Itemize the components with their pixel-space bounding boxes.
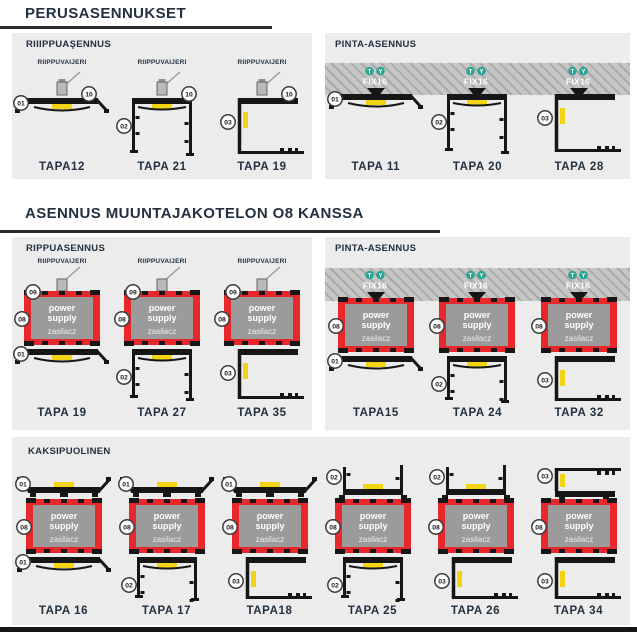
fix16-clip-icon: [566, 67, 590, 94]
svg-text:09: 09: [129, 289, 137, 297]
rail-profile-shape: [339, 465, 407, 499]
svg-text:supply: supply: [460, 521, 491, 531]
callout-08: [430, 319, 444, 333]
wing-profile-shape: [17, 477, 111, 497]
power-supply-box: [541, 498, 617, 554]
diagram-caption: TAPA 32: [554, 407, 604, 419]
callout-08: [222, 520, 236, 534]
panel-header: KAKSIPUOLINEN: [28, 446, 111, 457]
led-strip: [251, 571, 256, 587]
svg-text:FIX16: FIX16: [566, 76, 591, 87]
fix16-clip-icon: [566, 271, 590, 298]
svg-text:zasilacz: zasilacz: [147, 327, 177, 336]
suspension-wire-icon: [257, 72, 280, 95]
diagram-tapa-32: [528, 237, 630, 430]
svg-text:zasilacz: zasilacz: [247, 327, 277, 336]
callout-09: [26, 285, 40, 299]
svg-text:09: 09: [229, 289, 237, 297]
svg-text:01: 01: [17, 351, 25, 359]
svg-text:zasilacz: zasilacz: [564, 535, 593, 544]
suspension-wire-icon: [57, 267, 80, 291]
led-strip: [243, 363, 248, 379]
svg-text:supply: supply: [563, 521, 594, 531]
callout-10: [182, 87, 196, 101]
callout-03: [434, 574, 448, 588]
svg-text:zasilacz: zasilacz: [358, 535, 387, 544]
svg-text:power: power: [464, 310, 491, 320]
diagram-caption: TAPA15: [352, 407, 399, 419]
led-strip: [457, 571, 462, 587]
svg-text:FIX16: FIX16: [566, 280, 591, 291]
suspension-wire-label: RIIPPUVAIJERI: [237, 258, 287, 265]
footer-bar: [0, 627, 637, 632]
diagram-tapa-26: [424, 437, 527, 625]
diagram-caption: TAPA 26: [450, 605, 501, 617]
corner-profile-shape: [555, 468, 621, 501]
svg-text:08: 08: [218, 316, 226, 324]
power-supply-box: [438, 498, 514, 554]
section-title-transformer-box: ASENNUS MUUNTAJAKOTELON O8 KANSSA: [25, 205, 364, 222]
svg-text:08: 08: [118, 316, 126, 324]
svg-text:Y: Y: [581, 273, 586, 280]
power-supply-box: [541, 297, 617, 353]
svg-text:02: 02: [432, 474, 441, 482]
suspension-wire-label: RIIPPUVAIJERI: [37, 59, 87, 66]
diagram-caption: TAPA 34: [553, 605, 604, 617]
led-strip: [152, 355, 172, 360]
fix16-clip-icon: [464, 67, 488, 94]
svg-text:T: T: [469, 69, 473, 76]
svg-text:supply: supply: [254, 521, 285, 531]
diagram-tapa-20: [427, 33, 529, 179]
callout-08: [329, 319, 343, 333]
diagram-caption: TAPA 16: [38, 605, 89, 617]
diagram-tapa18: [218, 437, 321, 625]
diagram-caption: TAPA 19: [37, 407, 87, 419]
callout-08: [325, 520, 339, 534]
wing-profile-shape: [223, 477, 317, 497]
svg-text:01: 01: [331, 358, 339, 366]
diagram-tapa-19: [212, 33, 312, 179]
svg-text:03: 03: [540, 578, 549, 586]
svg-text:10: 10: [285, 91, 293, 99]
callout-03: [537, 574, 551, 588]
callout-02: [117, 119, 131, 133]
svg-text:supply: supply: [357, 521, 388, 531]
wing-profile-shape: [17, 557, 111, 572]
svg-text:08: 08: [328, 524, 337, 532]
callout-08: [119, 520, 133, 534]
panel-header: RIIIPPUAŞENNUS: [26, 39, 111, 50]
wing-profile-shape: [329, 356, 423, 371]
panel-suspended-transformer: [12, 237, 312, 430]
callout-03: [538, 373, 552, 387]
diagram-tapa15: [325, 237, 427, 430]
svg-text:08: 08: [431, 524, 440, 532]
svg-text:08: 08: [19, 524, 28, 532]
led-strip: [243, 112, 248, 128]
diagram-caption: TAPA12: [39, 161, 85, 173]
title-underline: [0, 230, 440, 233]
wing-profile-shape: [120, 477, 214, 497]
callout-01: [14, 96, 28, 110]
profile-cross-section: [212, 68, 312, 160]
corner-profile-shape: [452, 557, 518, 599]
svg-text:power: power: [359, 511, 386, 521]
diagram-tapa-25: [321, 437, 424, 625]
fix16-clip-icon: [363, 271, 387, 298]
fix16-clip-icon: [363, 67, 387, 94]
svg-text:Y: Y: [581, 69, 586, 76]
diagram-caption: TAPA 11: [351, 161, 401, 173]
svg-text:supply: supply: [151, 521, 182, 531]
profile-cross-section: [112, 265, 212, 405]
callout-10: [82, 87, 96, 101]
callout-01: [118, 477, 132, 491]
callout-03: [537, 469, 551, 483]
profile-cross-section: [212, 265, 312, 405]
svg-text:FIX16: FIX16: [464, 280, 489, 291]
led-strip: [560, 474, 565, 487]
svg-text:power: power: [362, 310, 390, 320]
suspension-wire-label: RIIPPUVAIJERI: [137, 258, 187, 265]
section-title-basic-installations: PERUSASENNUKSET: [25, 5, 187, 22]
svg-text:Y: Y: [479, 273, 484, 280]
profile-cross-section: [117, 465, 217, 605]
panel-surface-basic: [325, 33, 630, 179]
svg-text:03: 03: [541, 115, 549, 123]
corner-profile-shape: [238, 98, 304, 154]
callout-09: [226, 285, 240, 299]
rail-profile-shape: [445, 356, 509, 403]
panel-suspended-basic: [12, 33, 312, 179]
rail-profile-shape: [445, 94, 509, 154]
svg-text:FIX16: FIX16: [362, 280, 387, 291]
callout-08: [532, 319, 546, 333]
svg-text:08: 08: [122, 524, 131, 532]
corner-profile-shape: [555, 356, 621, 401]
suspension-wire-icon: [257, 267, 280, 291]
svg-text:zasilacz: zasilacz: [361, 334, 391, 343]
rail-profile-shape: [130, 349, 194, 401]
suspension-wire-label: RIIPPUVAIJERI: [37, 258, 87, 265]
suspension-wire-icon: [57, 72, 80, 95]
led-strip: [467, 100, 487, 105]
svg-text:10: 10: [185, 91, 193, 99]
svg-text:03: 03: [231, 578, 240, 586]
diagram-caption: TAPA 35: [237, 407, 287, 419]
callout-10: [282, 87, 296, 101]
led-strip: [363, 484, 383, 489]
wing-profile-shape: [15, 98, 109, 113]
profile-cross-section: [427, 63, 527, 158]
svg-text:supply: supply: [564, 320, 594, 330]
diagram-caption: TAPA 24: [452, 407, 503, 419]
title-underline: [0, 26, 272, 29]
svg-text:supply: supply: [47, 313, 77, 323]
svg-text:power: power: [565, 310, 593, 320]
led-strip: [466, 484, 486, 489]
callout-03: [221, 366, 235, 380]
diagram-tapa-35: [212, 237, 312, 430]
callout-08: [115, 312, 129, 326]
led-strip: [560, 108, 565, 124]
svg-text:power: power: [565, 511, 592, 521]
profile-cross-section: [529, 267, 629, 407]
svg-text:FIX16: FIX16: [464, 76, 489, 87]
callout-02: [327, 578, 341, 592]
corner-profile-shape: [238, 349, 304, 399]
svg-text:zasilacz: zasilacz: [461, 535, 490, 544]
diagram-caption: TAPA 19: [237, 161, 287, 173]
svg-text:T: T: [367, 69, 372, 76]
svg-text:08: 08: [332, 323, 340, 331]
panel-header: PINTA-ASENNUS: [335, 243, 417, 254]
rail-profile-shape: [442, 465, 510, 499]
svg-text:03: 03: [540, 473, 549, 481]
corner-profile-shape: [555, 557, 621, 599]
svg-text:power: power: [462, 511, 489, 521]
svg-text:02: 02: [120, 374, 128, 382]
diagram-caption: TAPA 25: [347, 605, 398, 617]
svg-text:10: 10: [85, 91, 93, 99]
svg-text:power: power: [148, 303, 176, 313]
corner-profile-shape: [246, 557, 312, 599]
diagram-tapa-16: [12, 437, 115, 625]
callout-03: [221, 115, 235, 129]
fix16-clip-icon: [464, 271, 488, 298]
svg-text:03: 03: [541, 377, 549, 385]
diagram-caption: TAPA 21: [137, 161, 187, 173]
svg-text:zasilacz: zasilacz: [49, 535, 78, 544]
profile-cross-section: [112, 68, 212, 160]
diagram-tapa12: [12, 33, 112, 179]
profile-cross-section: [12, 68, 112, 160]
svg-text:zasilacz: zasilacz: [564, 334, 594, 343]
svg-text:power: power: [50, 511, 77, 521]
diagram-tapa-28: [528, 33, 630, 179]
led-strip: [366, 100, 386, 105]
svg-text:08: 08: [18, 316, 26, 324]
profile-cross-section: [323, 465, 423, 605]
led-strip: [363, 563, 383, 568]
diagram-tapa-24: [427, 237, 529, 430]
callout-02: [432, 115, 446, 129]
svg-text:03: 03: [437, 578, 446, 586]
led-strip: [52, 355, 72, 360]
svg-text:T: T: [367, 273, 372, 280]
diagram-tapa-21: [112, 33, 212, 179]
led-strip: [366, 362, 386, 367]
callout-02: [117, 370, 131, 384]
svg-text:01: 01: [17, 100, 25, 108]
power-supply-box: [439, 297, 515, 353]
svg-text:Y: Y: [479, 69, 484, 76]
diagram-caption: TAPA 27: [137, 407, 187, 419]
diagram-caption: TAPA 28: [554, 161, 604, 173]
profile-cross-section: [326, 63, 426, 158]
callout-01: [328, 354, 342, 368]
diagram-tapa-34: [527, 437, 630, 625]
callout-08: [15, 312, 29, 326]
svg-text:power: power: [153, 511, 180, 521]
svg-text:T: T: [570, 273, 575, 280]
panel-header: PINTA-ASENNUS: [335, 39, 417, 50]
profile-cross-section: [529, 63, 629, 158]
rail-profile-shape: [130, 98, 194, 156]
svg-text:08: 08: [433, 323, 442, 331]
power-supply-box: [335, 498, 411, 554]
svg-text:03: 03: [224, 370, 232, 378]
svg-text:supply: supply: [247, 313, 277, 323]
svg-text:power: power: [248, 303, 276, 313]
callout-09: [126, 285, 140, 299]
panel-header: RIPPUASENNUS: [26, 243, 106, 254]
callout-01: [221, 477, 235, 491]
diagram-caption: TAPA 17: [141, 605, 192, 617]
callout-02: [121, 578, 135, 592]
callout-01: [15, 555, 29, 569]
suspension-wire-label: RIIPPUVAIJERI: [137, 59, 187, 66]
led-strip: [260, 482, 280, 487]
callout-08: [215, 312, 229, 326]
panel-surface-transformer: [325, 237, 630, 430]
diagram-tapa-11: [325, 33, 427, 179]
svg-text:FIX16: FIX16: [362, 76, 387, 87]
svg-text:zasilacz: zasilacz: [152, 535, 181, 544]
svg-text:02: 02: [330, 582, 339, 590]
svg-text:01: 01: [121, 481, 130, 489]
svg-text:02: 02: [435, 119, 444, 127]
svg-text:supply: supply: [462, 320, 492, 330]
rail-profile-shape: [135, 557, 199, 602]
svg-text:supply: supply: [48, 521, 79, 531]
led-strip: [52, 104, 72, 109]
callout-01: [15, 477, 29, 491]
panel-double-sided: [12, 437, 630, 625]
svg-text:03: 03: [224, 119, 232, 127]
callout-02: [429, 470, 443, 484]
svg-text:09: 09: [29, 289, 37, 297]
svg-text:01: 01: [18, 559, 27, 567]
svg-text:power: power: [48, 303, 76, 313]
svg-text:01: 01: [331, 96, 339, 104]
led-strip: [560, 571, 565, 587]
profile-cross-section: [427, 267, 527, 407]
diagram-caption: TAPA18: [246, 605, 293, 617]
corner-profile-shape: [555, 94, 621, 152]
power-supply-box: [129, 498, 205, 554]
svg-text:zasilacz: zasilacz: [47, 327, 77, 336]
power-supply-box: [232, 498, 308, 554]
profile-cross-section: [220, 465, 320, 605]
callout-03: [228, 574, 242, 588]
power-supply-box: [338, 297, 414, 353]
diagram-tapa-17: [115, 437, 218, 625]
callout-01: [328, 92, 342, 106]
profile-cross-section: [426, 465, 526, 605]
svg-text:T: T: [570, 69, 575, 76]
svg-text:02: 02: [120, 123, 128, 131]
callout-08: [428, 520, 442, 534]
callout-02: [326, 470, 340, 484]
led-strip: [157, 563, 177, 568]
power-supply-box: [26, 498, 102, 554]
profile-cross-section: [326, 267, 426, 407]
svg-text:01: 01: [18, 481, 27, 489]
callout-01: [14, 347, 28, 361]
wing-profile-shape: [329, 94, 423, 109]
callout-08: [531, 520, 545, 534]
led-strip: [157, 482, 177, 487]
suspension-wire-label: RIIPPUVAIJERI: [237, 59, 287, 66]
svg-text:Y: Y: [378, 69, 383, 76]
svg-text:01: 01: [224, 481, 233, 489]
callout-03: [538, 111, 552, 125]
led-strip: [54, 563, 74, 568]
svg-text:08: 08: [225, 524, 234, 532]
callout-02: [432, 377, 446, 391]
rail-profile-shape: [341, 557, 405, 602]
svg-text:08: 08: [534, 524, 543, 532]
profile-cross-section: [14, 465, 114, 605]
svg-text:08: 08: [535, 323, 543, 331]
suspension-wire-icon: [157, 267, 180, 291]
profile-cross-section: [12, 265, 112, 405]
svg-text:zasilacz: zasilacz: [463, 334, 492, 343]
led-strip: [467, 362, 487, 367]
diagram-caption: TAPA 20: [452, 161, 503, 173]
svg-text:supply: supply: [361, 320, 391, 330]
callout-08: [16, 520, 30, 534]
svg-text:02: 02: [435, 381, 444, 389]
svg-text:02: 02: [329, 474, 338, 482]
diagram-tapa-19: [12, 237, 112, 430]
svg-text:zasilacz: zasilacz: [255, 535, 284, 544]
led-strip: [560, 370, 565, 386]
svg-text:supply: supply: [147, 313, 177, 323]
led-strip: [54, 482, 74, 487]
profile-cross-section: [529, 465, 629, 605]
suspension-wire-icon: [157, 72, 180, 95]
svg-text:Y: Y: [378, 273, 383, 280]
svg-text:02: 02: [124, 582, 133, 590]
diagram-tapa-27: [112, 237, 212, 430]
svg-text:T: T: [469, 273, 473, 280]
wing-profile-shape: [15, 349, 109, 364]
svg-text:power: power: [256, 511, 283, 521]
led-strip: [152, 104, 172, 109]
